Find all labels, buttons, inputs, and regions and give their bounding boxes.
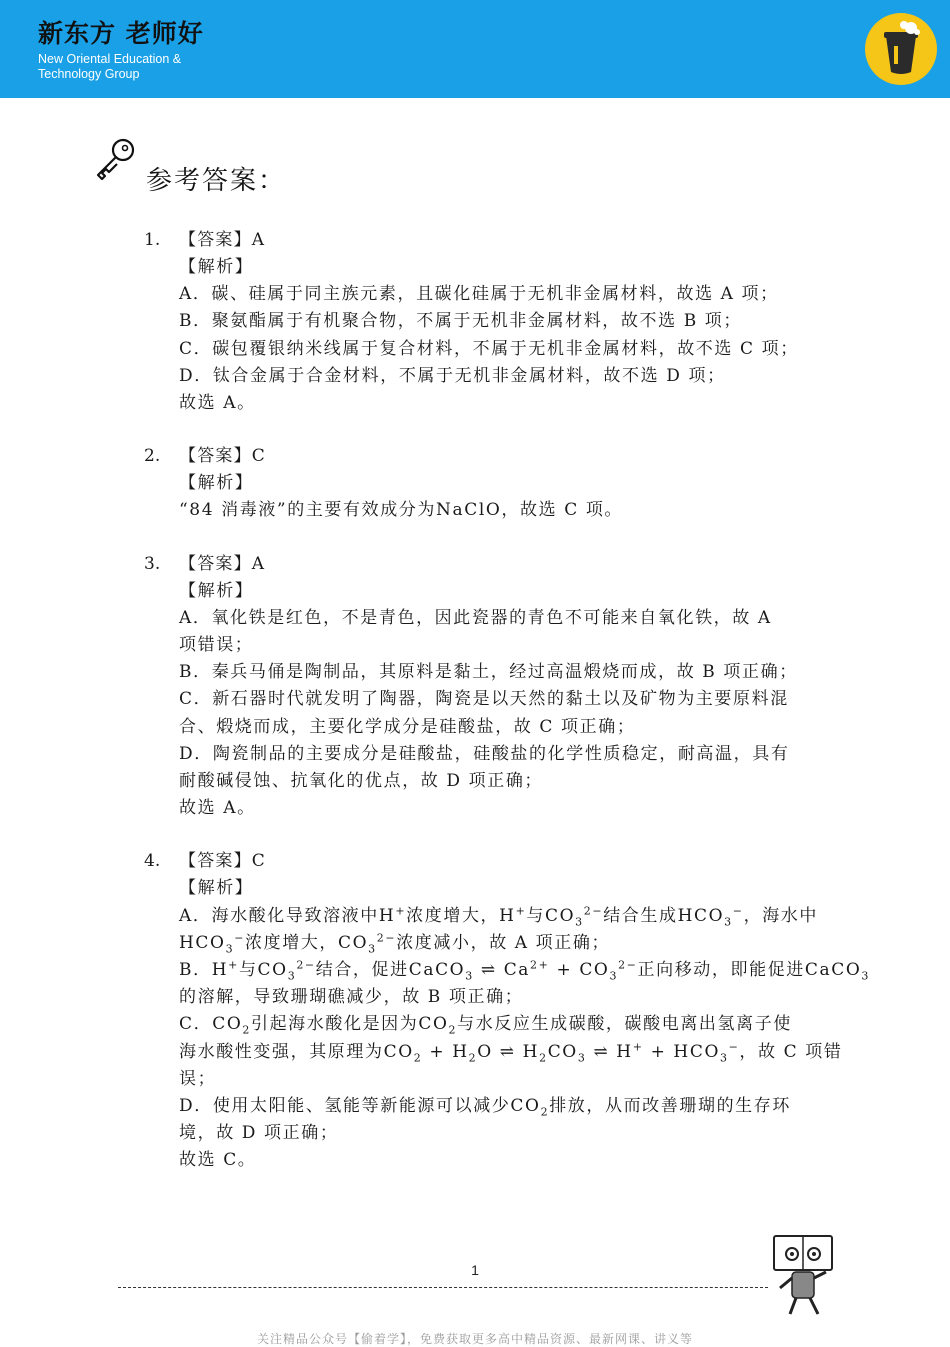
page-number: 1 [471, 1262, 479, 1278]
analysis-line: 的溶解，导致珊瑚礁减少，故 B 项正确； [179, 987, 524, 1008]
footer-divider [118, 1287, 768, 1288]
footer-promo-text: 关注精品公众号【偷着学】，免费获取更多高中精品资源、最新网课、讲义等 [256, 1332, 693, 1346]
question-number: 4. [144, 851, 161, 872]
analysis-line: 故选 C。 [179, 1150, 257, 1171]
analysis-line: 项错误； [179, 635, 254, 656]
analysis-line: A．海水酸化导致溶液中H+浓度增大，H+与$CO_3^{2-}$结合生成$HCO_3^-$，海水中 [179, 904, 819, 929]
analysis-line: D．钛合金属于合金材料，不属于无机非金属材料，故不选 D 项； [179, 365, 726, 386]
analysis-line: D．陶瓷制品的主要成分是硅酸盐，硅酸盐的化学性质稳定，耐高温，具有 [179, 743, 790, 764]
analysis-label: 【解析】 [179, 580, 254, 601]
analysis-line: C．新石器时代就发明了陶器，陶瓷是以天然的黏土以及矿物为主要原料混 [179, 689, 789, 710]
analysis-line: 耐酸碱侵蚀、抗氧化的优点，故 D 项正确； [179, 771, 544, 792]
analysis-line: B．H+与$CO_3^{2-}$结合，促进CaCO$_3$ ⇌ $Ca^{2+} + CO_3^{2-}$正向移动，即能促进CaCO$_3$ [179, 958, 870, 983]
analysis-line: C．碳包覆银纳米线属于复合材料，不属于无机非金属材料，故不选 C 项； [179, 338, 799, 359]
analysis-line: C．$CO_2$引起海水酸化是因为$CO_2$与水反应生成碳酸，碳酸电离出氢离子使 [179, 1014, 792, 1037]
answer-label: 【答案】C [179, 851, 267, 872]
page-header [0, 0, 950, 98]
question-number: 3. [144, 553, 161, 574]
answer-label: 【答案】A [179, 553, 266, 574]
analysis-line: A．碳、硅属于同主族元素，且碳化硅属于无机非金属材料，故选 A 项； [179, 284, 779, 305]
analysis-line: “84 消毒液”的主要有效成分为NaClO，故选 C 项。 [179, 500, 624, 521]
brand-en-line1: New Oriental Education & [38, 52, 182, 66]
analysis-line: 误； [179, 1068, 217, 1089]
page-title: 参考答案： [146, 166, 287, 196]
analysis-line: 境，故 D 项正确； [179, 1123, 339, 1144]
analysis-line: 故选 A。 [179, 798, 256, 819]
answer-list [0, 227, 950, 1201]
analysis-line: D．使用太阳能、氢能等新能源可以减少$CO_2$排放，从而改善珊瑚的生存环 [179, 1096, 791, 1119]
question-1 [0, 227, 950, 417]
cup-logo-icon [864, 12, 938, 86]
analysis-line: A．氧化铁是红色，不是青色，因此瓷器的青色不可能来自氧化铁，故 A [179, 607, 772, 628]
analysis-label: 【解析】 [179, 257, 254, 277]
question-number: 2. [144, 446, 161, 467]
brand-name-en [38, 52, 238, 82]
analysis-label: 【解析】 [179, 878, 254, 899]
question-2 [0, 443, 950, 524]
analysis-line: B．秦兵马俑是陶制品，其原料是黏土，经过高温煅烧而成，故 B 项正确； [179, 662, 798, 683]
reading-mascot-icon [770, 1232, 836, 1318]
analysis-line: 海水酸性变强，其原理为$CO_2 + H_2O$ ⇌ $H_2CO_3$ ⇌ $H^+ + HCO_3^-$，故 C 项错 [179, 1040, 843, 1065]
analysis-line: B．聚氨酯属于有机聚合物，不属于无机非金属材料，故不选 B 项； [179, 311, 742, 332]
question-4 [0, 848, 950, 1174]
question-number: 1. [144, 230, 161, 250]
analysis-line: 合、煅烧而成，主要化学成分是硅酸盐，故 C 项正确； [179, 716, 636, 737]
brand-name-cn: 新东方 老师好 [38, 19, 204, 48]
analysis-line: 故选 A。 [179, 393, 256, 414]
analysis-line: $HCO_3^-$浓度增大，$CO_3^{2-}$浓度减小，故 A 项正确； [179, 931, 611, 956]
question-3 [0, 551, 950, 823]
brand-en-line2: Technology Group [38, 67, 140, 81]
key-icon [92, 136, 138, 182]
answer-label: 【答案】A [179, 230, 266, 250]
answer-label: 【答案】C [179, 446, 267, 467]
analysis-label: 【解析】 [179, 473, 254, 494]
